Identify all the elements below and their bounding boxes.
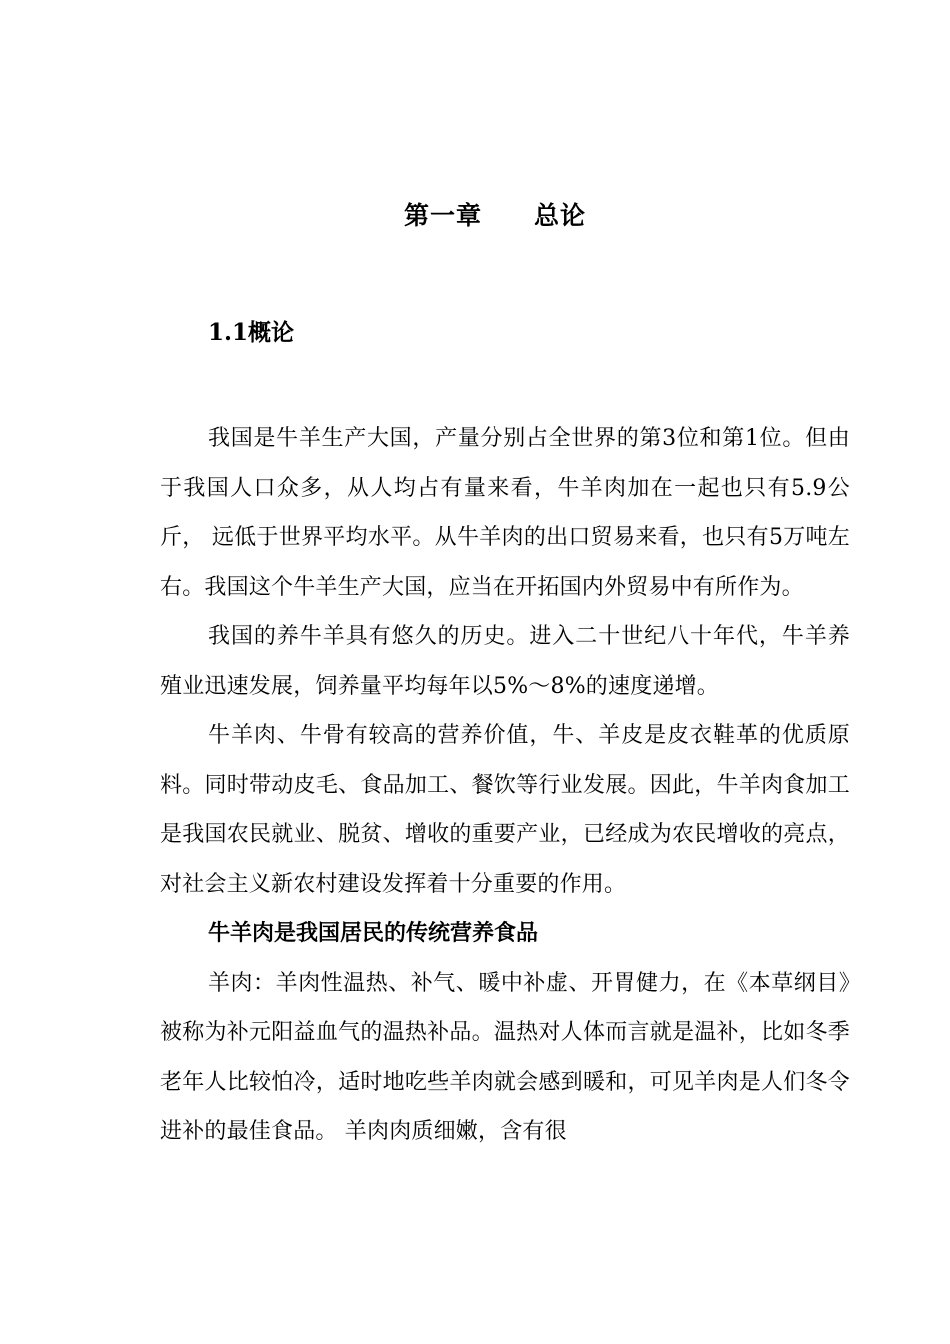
paragraph-3: 牛羊肉、牛骨有较高的营养价值，牛、羊皮是皮衣鞋革的优质原料。同时带动皮毛、食品加工、餐饮等行业发展。因此，牛羊肉食加工是我国农民就业、脱贫、增收的重要产业，已经成为农民增收的亮点，对社会主义新农村建设发挥着十分重要的作用。 [160, 723, 850, 897]
paragraph-4: 羊肉：羊肉性温热、补气、暖中补虚、开胃健力，在《本草纲目》被称为补元阳益血气的温热补品。温热对人体而言就是温补，比如冬季老年人比较怕冷，适时地吃些羊肉就会感到暖和，可见羊肉是人们冬令进补的最佳食品。 羊肉肉质细嫩，含有很 [160, 970, 850, 1144]
section-heading: 1.1概论 [208, 319, 295, 346]
paragraph-2: 我国的养牛羊具有悠久的历史。进入二十世纪八十年代，牛羊养殖业迅速发展，饲养量平均每年以5%～8%的速度递增。 [160, 624, 850, 699]
paragraph-1: 我国是牛羊生产大国，产量分别占全世界的第3位和第1位。但由于我国人口众多，从人均占有量来看，牛羊肉加在一起也只有5.9公斤， 远低于世界平均水平。从牛羊肉的出口贸易来看，也只有5万吨左右。我国这个牛羊生产大国，应当在开拓国内外贸易中有所作为。 [160, 426, 850, 600]
body-text [160, 414, 850, 1157]
chapter-title: 第一章 总论 [403, 201, 586, 230]
subheading: 牛羊肉是我国居民的传统营养食品 [208, 920, 539, 946]
